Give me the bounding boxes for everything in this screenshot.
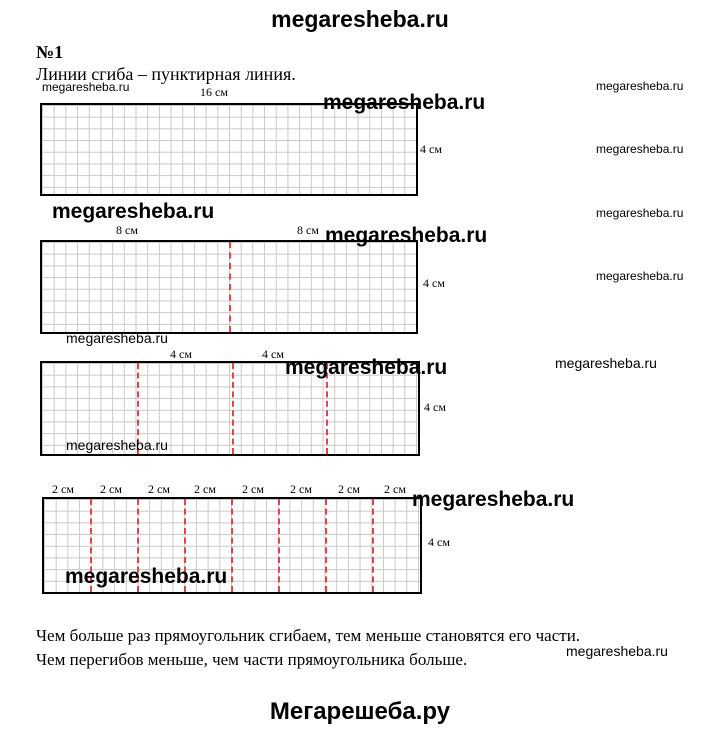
conclusion-line-2: Чем перегибов меньше, чем части прямоугольника больше. — [36, 650, 468, 669]
figure4-label: 2 см — [194, 482, 216, 496]
fold-line — [278, 499, 280, 592]
figure1-top-label: 16 см — [200, 85, 228, 99]
fold-line — [372, 499, 374, 592]
fold-line — [325, 499, 327, 592]
watermark: megaresheba.ru — [66, 437, 168, 453]
figure4-side-label: 4 см — [428, 535, 450, 549]
watermark: megaresheba.ru — [325, 224, 488, 247]
watermark: megaresheba.ru — [42, 80, 130, 94]
conclusion-line-1: Чем больше раз прямоугольник сгибаем, тем меньше становятся его части. — [36, 626, 581, 645]
figure3-label-2: 4 см — [262, 347, 284, 361]
figure4-label: 2 см — [384, 482, 406, 496]
watermark: megaresheba.ru — [596, 79, 684, 93]
figure3-side-label: 4 см — [424, 400, 446, 414]
figure3-label-1: 4 см — [170, 347, 192, 361]
watermark: megaresheba.ru — [285, 356, 448, 379]
task-subtitle: Линии сгиба – пунктирная линия. — [36, 64, 296, 84]
figure4-label: 2 см — [52, 482, 74, 496]
figure4-label: 2 см — [338, 482, 360, 496]
figure2-right-label: 8 см — [297, 223, 319, 237]
watermark: megaresheba.ru — [323, 91, 486, 114]
header-site-title: megaresheba.ru — [271, 6, 449, 32]
figure1-rectangle — [40, 103, 418, 196]
figure2-left-label: 8 см — [116, 223, 138, 237]
watermark: megaresheba.ru — [596, 269, 684, 283]
figure2-side-label: 4 см — [423, 276, 445, 290]
watermark: megaresheba.ru — [52, 200, 215, 223]
footer-site-title: Мегарешеба.ру — [269, 698, 451, 725]
figure4-label: 2 см — [148, 482, 170, 496]
figure4-label: 2 см — [242, 482, 264, 496]
figure4-label: 2 см — [290, 482, 312, 496]
figure1-side-label: 4 см — [420, 142, 442, 156]
watermark: megaresheba.ru — [65, 565, 228, 588]
fold-line — [232, 363, 234, 454]
watermark: megaresheba.ru — [596, 206, 684, 220]
watermark: megaresheba.ru — [566, 643, 668, 659]
fold-line — [229, 242, 231, 332]
figure2-rectangle — [40, 240, 418, 334]
task-number: №1 — [36, 42, 64, 62]
watermark: megaresheba.ru — [412, 488, 575, 511]
watermark: megaresheba.ru — [66, 330, 168, 346]
fold-line — [231, 499, 233, 592]
watermark: megaresheba.ru — [596, 142, 684, 156]
watermark: megaresheba.ru — [555, 355, 657, 371]
figure4-label: 2 см — [100, 482, 122, 496]
